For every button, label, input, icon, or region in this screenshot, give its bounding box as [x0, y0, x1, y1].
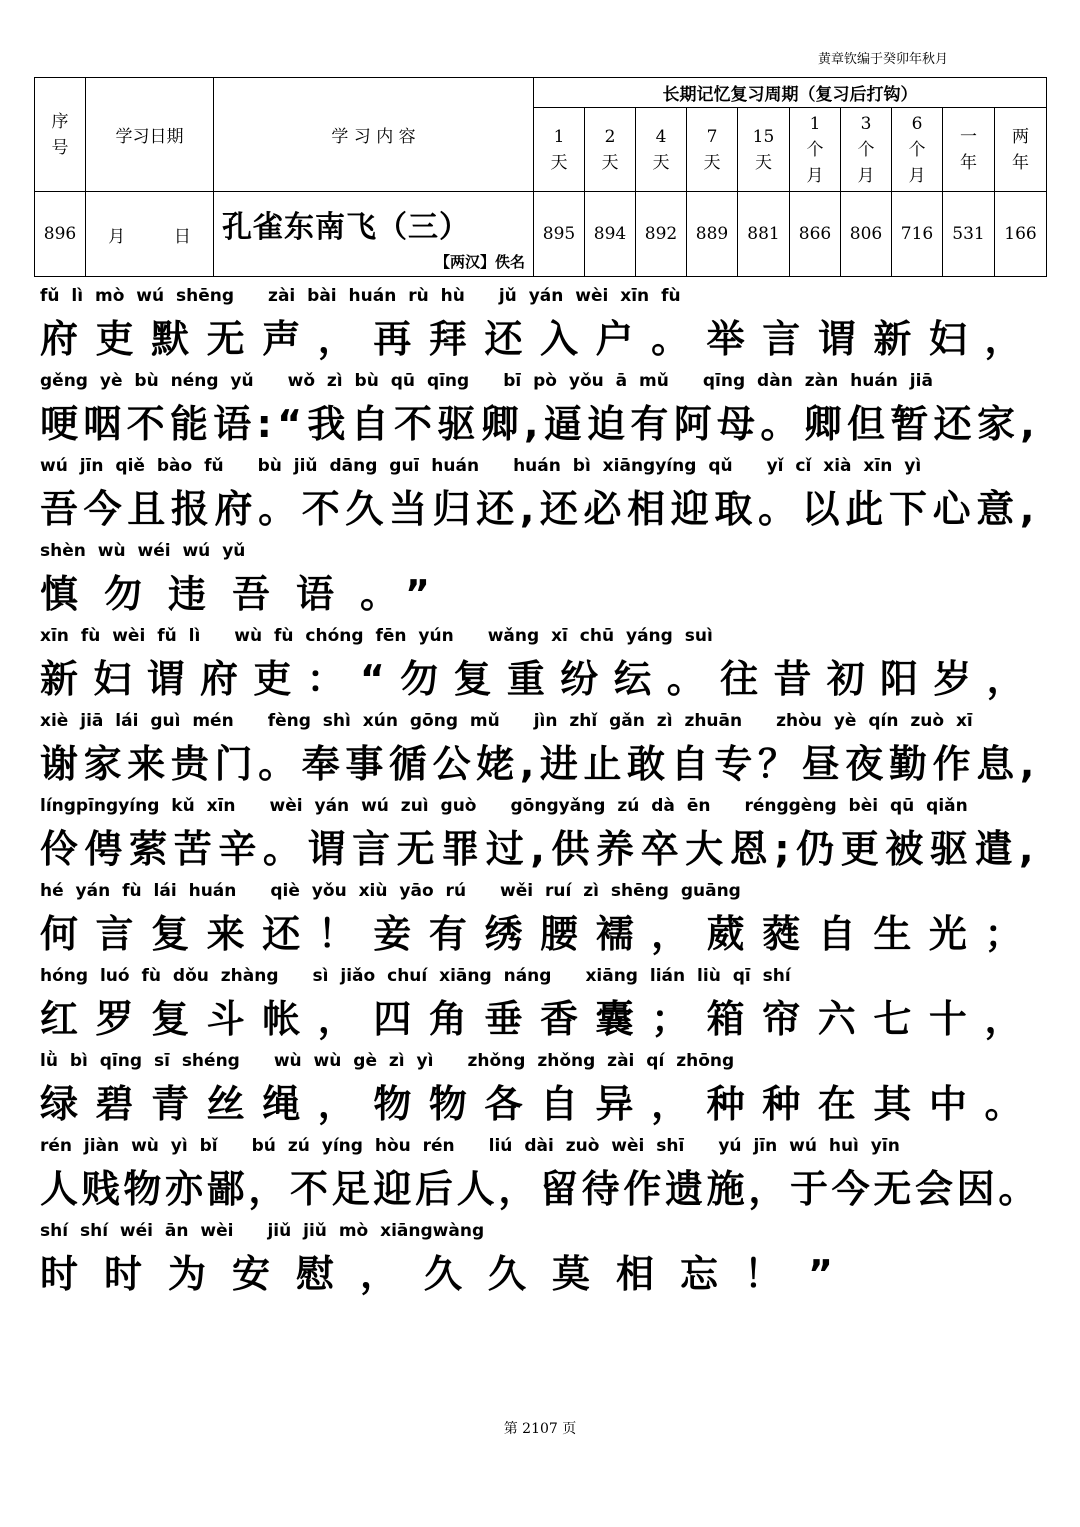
review-number: 892: [636, 192, 687, 277]
pinyin-line: língpīngyíng kǔ xīn wèi yán wú zuì guò gōngyǎng zú dà ēn rénggèng bèi qū qiǎn: [40, 796, 968, 816]
review-number: 889: [687, 192, 738, 277]
header-seq: 序 号: [35, 78, 86, 192]
poem-line: [40, 796, 1050, 881]
hanzi-line: 府吏默无声，再拜还入户。举言谓新妇，: [40, 317, 1041, 361]
pinyin-line: gěng yè bù néng yǔ wǒ zì bù qū qīng bī pò yǒu ā mǔ qīng dàn zàn huán jiā: [40, 371, 933, 391]
poem-body: [40, 286, 1050, 1306]
pinyin-line: wú jīn qiě bào fǔ bù jiǔ dāng guī huán huán bì xiāngyíng qǔ yǐ cǐ xià xīn yì: [40, 456, 922, 476]
title-cell: [214, 192, 534, 277]
period-header: 1 个 月: [790, 108, 841, 192]
review-number: 806: [841, 192, 892, 277]
period-header: 15 天: [738, 108, 790, 192]
seq-number: 896: [35, 192, 86, 277]
hanzi-line: 伶俜萦苦辛。谓言无罪过,供养卒大恩;仍更被驱遣,: [40, 827, 1041, 871]
review-number: 895: [534, 192, 585, 277]
poem-line: [40, 286, 1050, 371]
period-header: 2 天: [585, 108, 636, 192]
pinyin-line: shí shí wéi ān wèi jiǔ jiǔ mò xiāngwàng: [40, 1221, 485, 1241]
period-header: 3 个 月: [841, 108, 892, 192]
poem-line: [40, 626, 1050, 711]
hanzi-line: 绿碧青丝绳，物物各自异，种种在其中。: [40, 1082, 1041, 1126]
period-header: 1 天: [534, 108, 585, 192]
poem-line: [40, 881, 1050, 966]
hanzi-line: 哽咽不能语:“我自不驱卿,逼迫有阿母。卿但暂还家,: [40, 402, 1041, 446]
pinyin-line: xīn fù wèi fǔ lì wù fù chóng fēn yún wǎng xī chū yáng suì: [40, 626, 713, 646]
review-number: 166: [995, 192, 1047, 277]
pinyin-line: fǔ lì mò wú shēng zài bài huán rù hù jǔ yán wèi xīn fù: [40, 286, 681, 306]
hanzi-line: 人贱物亦鄙，不足迎后人，留待作遗施，于今无会因。: [40, 1167, 1041, 1211]
header-review-cycle: 长期记忆复习周期（复习后打钩）: [534, 78, 1047, 108]
hanzi-line: 红罗复斗帐，四角垂香囊；箱帘六七十，: [40, 997, 1041, 1041]
poem-line: [40, 1136, 1050, 1221]
poem-author: 【两汉】佚名: [434, 253, 525, 271]
hanzi-line: 何言复来还！妾有绣腰襦，葳蕤自生光；: [40, 912, 1041, 956]
poem-line: [40, 711, 1050, 796]
hanzi-line: 谢家来贵门。奉事循公姥,进止敢自专？昼夜勤作息,: [40, 742, 1040, 786]
hanzi-line: 新妇谓府吏：“勿复重纷纭。往昔初阳岁，: [40, 657, 1040, 701]
period-header: 两 年: [995, 108, 1047, 192]
poem-title: 孔雀东南飞（三）: [222, 210, 470, 245]
date-cell: [86, 192, 214, 277]
review-number: 894: [585, 192, 636, 277]
poem-line: [40, 371, 1050, 456]
pinyin-line: hóng luó fù dǒu zhàng sì jiǎo chuí xiāng náng xiāng lián liù qī shí: [40, 966, 791, 986]
pinyin-line: lǜ bì qīng sī shéng wù wù gè zì yì zhǒng zhǒng zài qí zhōng: [40, 1051, 735, 1071]
pinyin-line: rén jiàn wù yì bǐ bú zú yíng hòu rén liú dài zuò wèi shī yú jīn wú huì yīn: [40, 1136, 900, 1156]
date-day: 日: [173, 226, 191, 247]
poem-line: [40, 1051, 1050, 1136]
pinyin-line: hé yán fù lái huán qiè yǒu xiù yāo rú wěi ruí zì shēng guāng: [40, 881, 741, 901]
period-header: 一 年: [943, 108, 995, 192]
pinyin-line: shèn wù wéi wú yǔ: [40, 541, 246, 561]
period-header: 4 天: [636, 108, 687, 192]
hanzi-line: 吾今且报府。不久当归还,还必相迎取。以此下心意,: [40, 487, 1040, 531]
review-number: 881: [738, 192, 790, 277]
pinyin-line: xiè jiā lái guì mén fèng shì xún gōng mǔ jìn zhǐ gǎn zì zhuān zhòu yè qín zuò xī: [40, 711, 973, 731]
review-number: 716: [892, 192, 943, 277]
poem-line: [40, 1221, 1050, 1306]
period-header: 6 个 月: [892, 108, 943, 192]
review-number: 531: [943, 192, 995, 277]
review-number: 866: [790, 192, 841, 277]
period-header: 7 天: [687, 108, 738, 192]
poem-line: [40, 541, 1050, 626]
page-number: 第 2107 页: [503, 1421, 577, 1437]
poem-line: [40, 966, 1050, 1051]
review-table: [34, 77, 1047, 277]
header-note: 黄章钦编于癸卯年秋月: [817, 52, 948, 67]
hanzi-line: 慎勿违吾语。”: [40, 572, 456, 616]
hanzi-line: 时时为安慰，久久莫相忘！”: [40, 1252, 859, 1296]
header-content: 学 习 内 容: [214, 78, 534, 192]
poem-line: [40, 456, 1050, 541]
date-month: 月: [108, 226, 126, 247]
header-date: 学习日期: [86, 78, 214, 192]
